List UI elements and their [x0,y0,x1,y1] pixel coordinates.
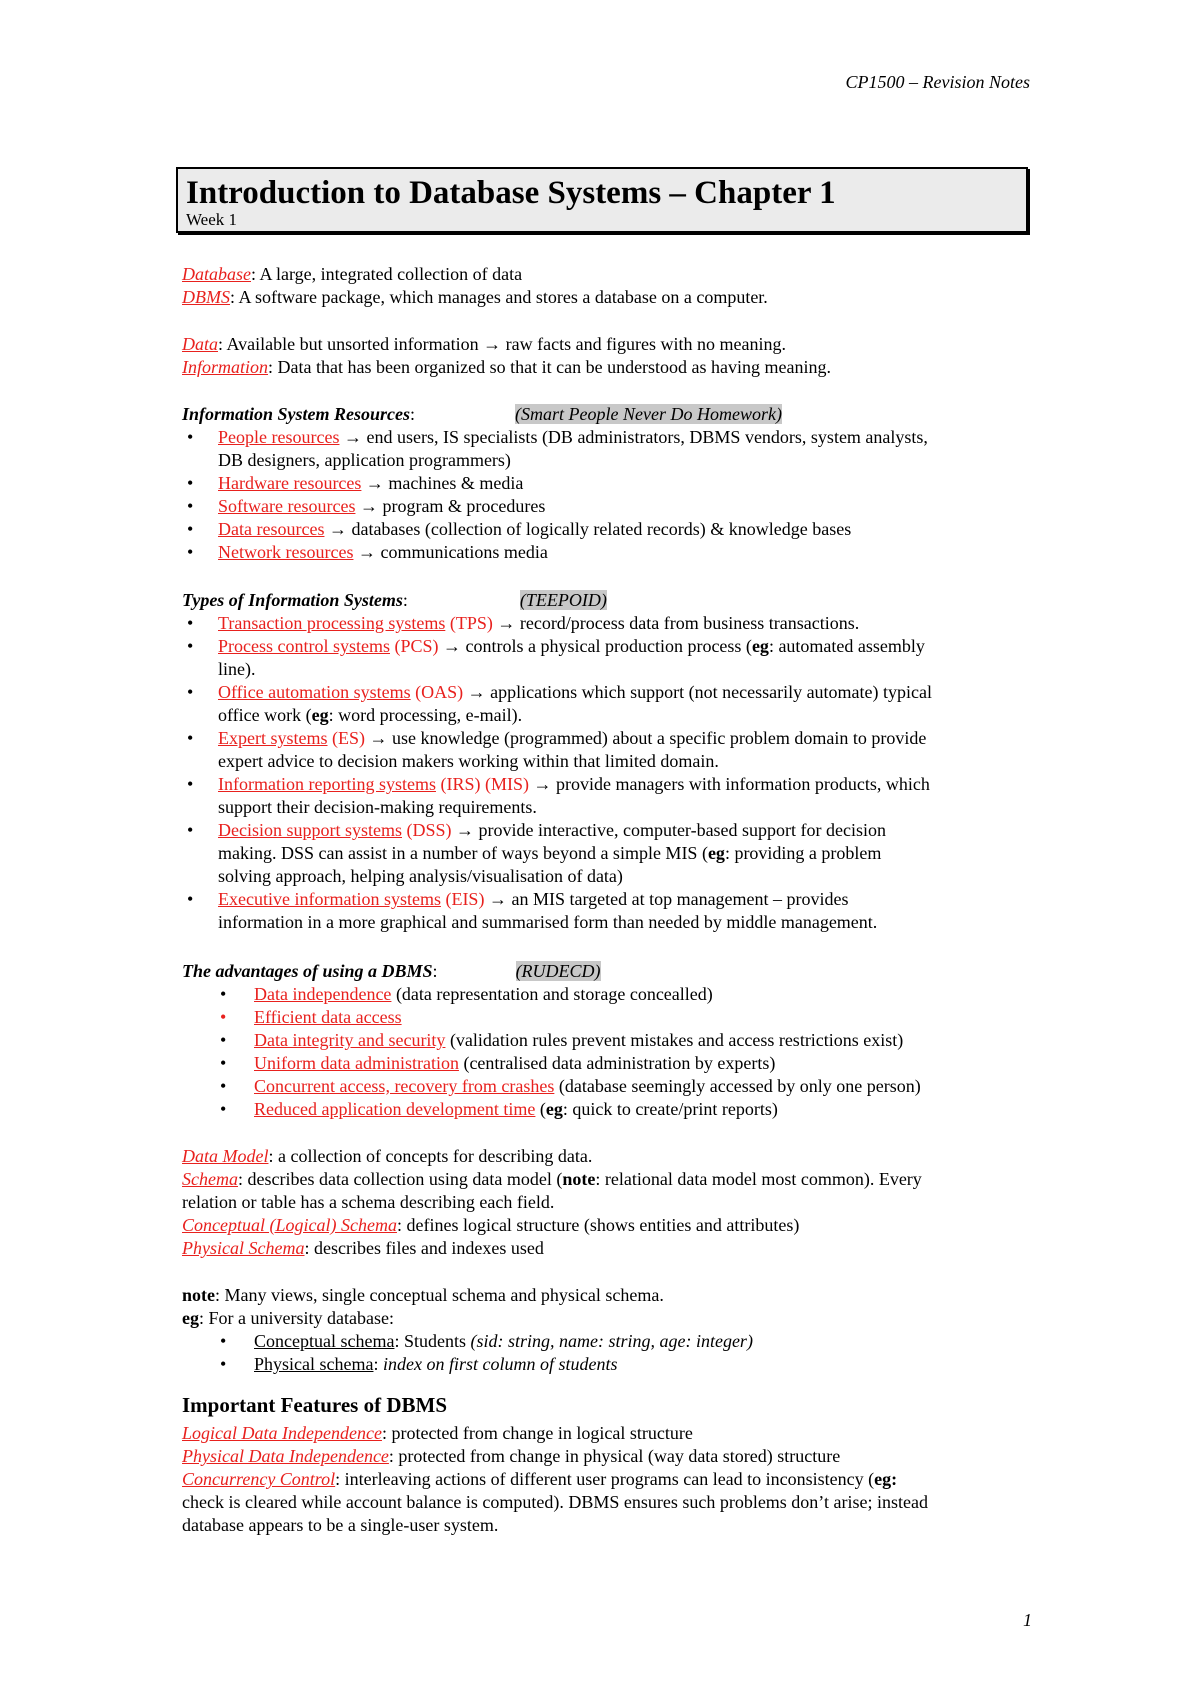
list-item: • Process control systems (PCS) → controls a physical production process (eg: automated assembly line). [187,636,925,679]
def-logical-independence: Logical Data Independence: protected from change in logical structure [182,1423,693,1443]
def-information: Information: Data that has been organized so that it can be understood as having meaning. [182,357,832,377]
def-conceptual-schema: Conceptual (Logical) Schema: defines logical structure (shows entities and attributes) [182,1215,800,1235]
list-item: • Concurrent access, recovery from crashes (database seemingly accessed by only one person) [220,1076,921,1096]
list-item: • Efficient data access [220,1007,402,1027]
def-schema: Schema: describes data collection using data model (note: relational data model most common). Every [182,1169,922,1189]
features-heading: Important Features of DBMS [182,1393,448,1417]
list-item: • Executive information systems (EIS) → an MIS targeted at top management – provides information in a more graphical and summarised form than needed by middle management. [187,889,878,932]
list-item: • Hardware resources → machines & media [187,473,524,493]
def-physical-schema: Physical Schema: describes files and indexes used [182,1238,544,1258]
concurrency-cont-2: database appears to be a single-user system. [182,1515,499,1535]
list-item: • Data resources → databases (collection of logically related records) & knowledge bases [187,519,852,539]
list-item: • Data integrity and security (validation rules prevent mistakes and access restrictions exist) [220,1030,904,1050]
tis-list [182,612,1042,934]
list-item: • Conceptual schema: Students (sid: string, name: string, age: integer) [220,1331,753,1351]
list-item: • Transaction processing systems (TPS) → record/process data from business transactions. [187,613,860,633]
running-header: CP1500 – Revision Notes [845,72,1030,92]
def-database: Database: A large, integrated collection of data [182,264,523,284]
isr-list [182,426,928,564]
page-number: 1 [1023,1610,1032,1630]
chapter-title: Introduction to Database Systems – Chapter 1 [186,175,836,211]
def-schema-cont: relation or table has a schema describing each field. [182,1192,555,1212]
schema-example-list [182,1330,753,1376]
tis-heading: Types of Information Systems: (TEEPOID) [182,590,607,610]
list-item: • People resources → end users, IS specialists (DB administrators, DBMS vendors, system analysts, DB designers, application programmers) [187,427,928,470]
list-item: • Information reporting systems (IRS) (MIS) → provide managers with information products, which support their decision-making requirements. [187,774,930,817]
isr-heading: Information System Resources: (Smart People Never Do Homework) [182,404,782,424]
concurrency-cont-1: check is cleared while account balance is computed). DBMS ensures such problems don’t arise; instead [182,1492,928,1512]
adv-list [182,983,921,1121]
list-item: • Network resources → communications media [187,542,548,562]
def-physical-independence: Physical Data Independence: protected from change in physical (way data stored) structure [182,1446,841,1466]
list-item: • Reduced application development time (eg: quick to create/print reports) [220,1099,778,1119]
note-line: note: Many views, single conceptual schema and physical schema. [182,1285,664,1305]
list-item: • Decision support systems (DSS) → provide interactive, computer-based support for decision making. DSS can assist in a number of ways beyond a simple MIS (eg: providing a problem solving approach, helping analysis/visualisation of data) [187,820,887,886]
eg-line: eg: For a university database: [182,1308,394,1328]
adv-heading: The advantages of using a DBMS: (RUDECD) [182,961,601,981]
chapter-title-box [176,167,1028,233]
def-concurrency-control: Concurrency Control: interleaving actions of different user programs can lead to inconsistency (eg: [182,1469,898,1489]
week-label: Week 1 [186,210,238,229]
list-item: • Expert systems (ES) → use knowledge (programmed) about a specific problem domain to provide expert advice to decision makers working within that limited domain. [187,728,927,771]
def-data: Data: Available but unsorted information → raw facts and figures with no meaning. [182,334,787,354]
def-dbms: DBMS: A software package, which manages and stores a database on a computer. [182,287,768,307]
list-item: • Software resources → program & procedures [187,496,546,516]
def-data-model: Data Model: a collection of concepts for describing data. [182,1146,593,1166]
list-item: • Data independence (data representation and storage concealled) [220,984,713,1004]
list-item: • Uniform data administration (centralised data administration by experts) [220,1053,776,1073]
list-item: • Physical schema: index on first column of students [220,1354,618,1374]
list-item: • Office automation systems (OAS) → applications which support (not necessarily automate) typical office work (eg: word processing, e-mail). [187,682,933,725]
